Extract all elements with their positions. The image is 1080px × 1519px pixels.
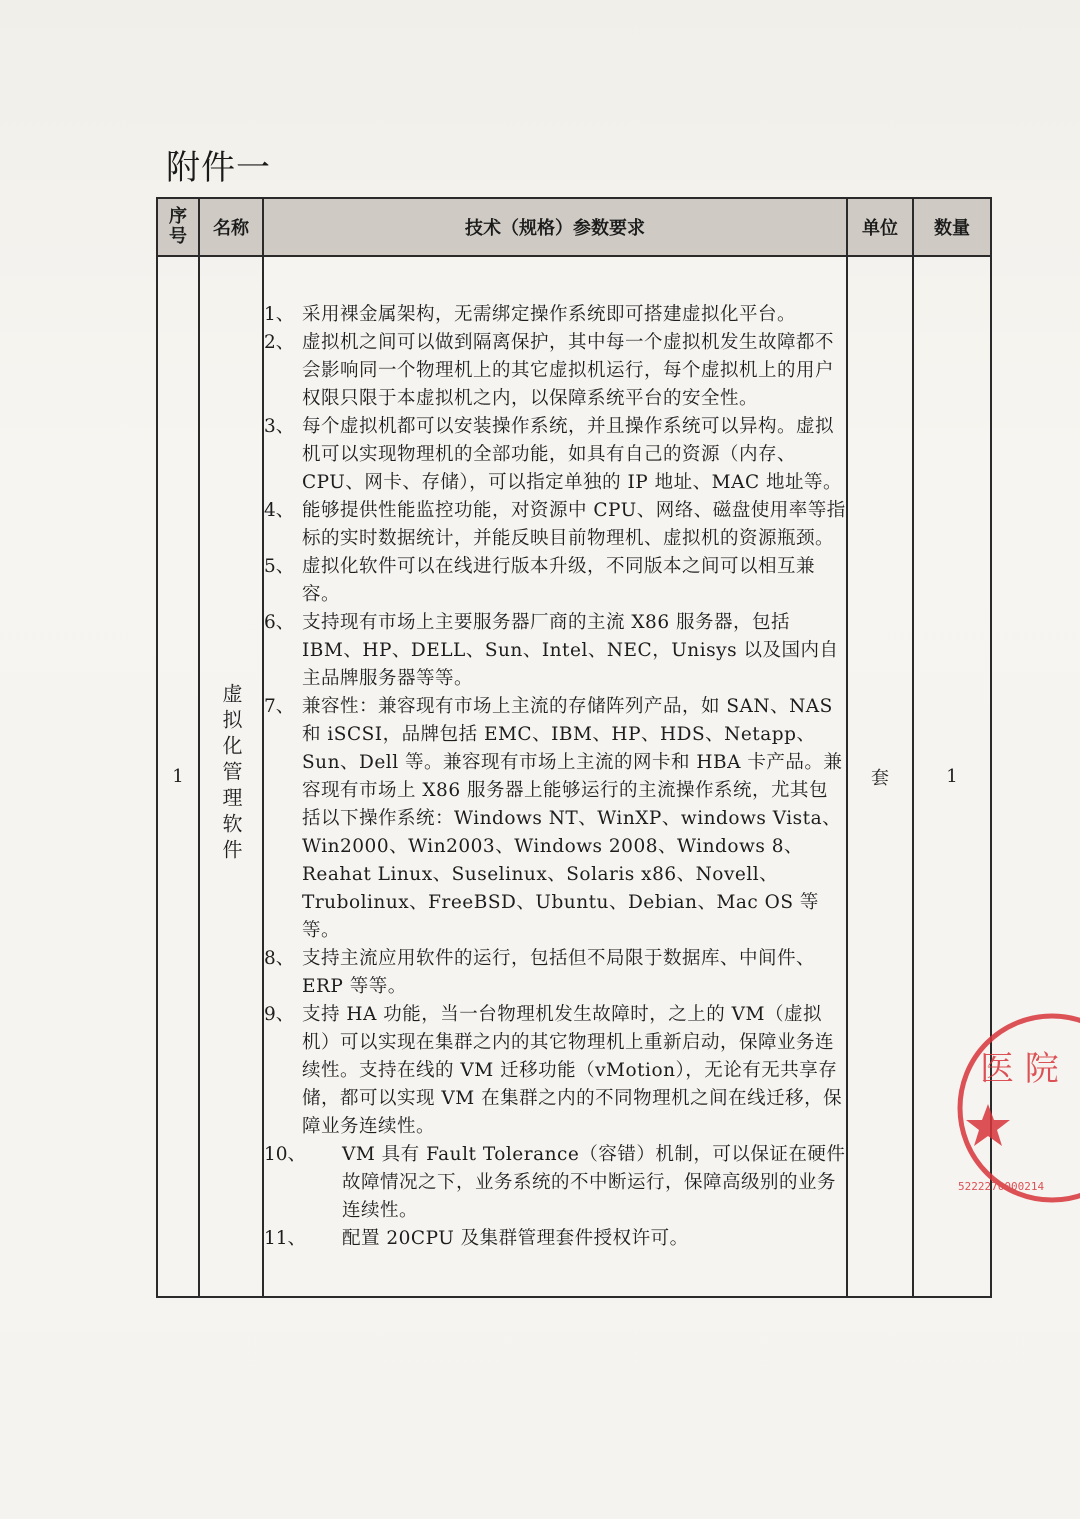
row-qty: 1 <box>913 256 991 1297</box>
spec-item-list <box>264 301 846 1253</box>
spec-item <box>264 301 846 329</box>
spec-item-text: 能够提供性能监控功能，对资源中 CPU、网络、磁盘使用率等指标的实时数据统计，并能反映目前物理机、虚拟机的资源瓶颈。 <box>302 499 846 549</box>
spec-item-text: 采用裸金属架构，无需绑定操作系统即可搭建虚拟化平台。 <box>302 303 797 325</box>
table-row <box>157 256 991 1297</box>
spec-item <box>264 609 846 693</box>
header-spec: 技术（规格）参数要求 <box>263 198 847 256</box>
row-unit: 套 <box>847 256 913 1297</box>
spec-item-number: 3、 <box>264 415 295 437</box>
header-name: 名称 <box>199 198 263 256</box>
spec-item <box>264 1001 846 1141</box>
spec-item-text: 支持 HA 功能，当一台物理机发生故障时，之上的 VM（虚拟机）可以实现在集群之内的其它物理机上重新启动，保障业务连续性。支持在线的 VM 迁移功能（vMotion），无论有无共享存储，都可以实现 VM 在集群之内的不同物理机之间在线迁移，保障业务连续性。 <box>302 1003 843 1137</box>
spec-item <box>264 413 846 497</box>
seal-text: 医 院 <box>980 1049 1059 1089</box>
spec-item-number: 2、 <box>264 331 295 353</box>
header-seq <box>157 198 199 256</box>
spec-item-number: 4、 <box>264 499 295 521</box>
attachment-heading: 附件一 <box>166 148 271 188</box>
spec-item-number: 6、 <box>264 611 295 633</box>
spec-item <box>264 329 846 413</box>
spec-item-text: 支持现有市场上主要服务器厂商的主流 X86 服务器，包括 IBM、HP、DELL、Sun、Intel、NEC，Unisys 以及国内自主品牌服务器等等。 <box>302 611 839 689</box>
spec-item-number: 10、 <box>264 1143 307 1165</box>
header-unit: 单位 <box>847 198 913 256</box>
header-seq-top: 序 <box>169 206 187 227</box>
spec-item <box>264 693 846 945</box>
seal-code: 5222270000214 <box>958 1180 1045 1193</box>
spec-item-number: 11、 <box>264 1227 307 1249</box>
spec-item-text: 配置 20CPU 及集群管理套件授权许可。 <box>342 1227 689 1249</box>
row-name-text: 虚拟化管理软件 <box>219 683 243 865</box>
spec-item-number: 5、 <box>264 555 295 577</box>
spec-item-number: 9、 <box>264 1003 295 1025</box>
spec-item <box>264 1141 846 1225</box>
spec-item-number: 1、 <box>264 303 295 325</box>
spec-item-text: 兼容性：兼容现有市场上主流的存储阵列产品，如 SAN、NAS 和 iSCSI，品牌包括 EMC、IBM、HP、HDS、Netapp、Sun、Dell 等。兼容现有市场上主流的网卡和 HBA 卡产品。兼容现有市场上 X86 服务器上能够运行的主流操作系统，尤其包括以下操作系统：Windows NT、WinXP、windows Vista、Win2000、Win2003、Windows 2008、Windows 8、Reahat Linux、Suselinux、Solaris x86、Novell、Trubolinux、FreeBSD、Ubuntu、Debian、Mac OS 等等。 <box>302 695 843 941</box>
row-spec <box>263 256 847 1297</box>
spec-item <box>264 553 846 609</box>
row-name <box>199 256 263 1297</box>
seal-ring <box>960 1016 1080 1200</box>
spec-item-text: 每个虚拟机都可以安装操作系统，并且操作系统可以异构。虚拟机可以实现物理机的全部功能，如具有自己的资源（内存、CPU、网卡、存储），可以指定单独的 IP 地址、MAC 地址等。 <box>302 415 842 493</box>
spec-item-number: 7、 <box>264 695 295 717</box>
spec-item-text: 支持主流应用软件的运行，包括但不局限于数据库、中间件、ERP 等等。 <box>302 947 816 997</box>
row-seq: 1 <box>157 256 199 1297</box>
spec-table <box>156 197 992 1298</box>
table-header-row <box>157 198 991 256</box>
spec-item <box>264 945 846 1001</box>
spec-item-number: 8、 <box>264 947 295 969</box>
header-qty: 数量 <box>913 198 991 256</box>
spec-item <box>264 497 846 553</box>
seal-star-icon <box>966 1104 1010 1146</box>
header-seq-bottom: 号 <box>169 226 187 247</box>
official-seal-stamp <box>952 1008 1080 1208</box>
spec-item-text: VM 具有 Fault Tolerance（容错）机制，可以保证在硬件故障情况之下，业务系统的不中断运行，保障高级别的业务连续性。 <box>342 1143 846 1221</box>
spec-item-text: 虚拟机之间可以做到隔离保护，其中每一个虚拟机发生故障都不会影响同一个物理机上的其它虚拟机运行，每个虚拟机上的用户权限只限于本虚拟机之内，以保障系统平台的安全性。 <box>302 331 835 409</box>
spec-item <box>264 1225 846 1253</box>
spec-item-text: 虚拟化软件可以在线进行版本升级，不同版本之间可以相互兼容。 <box>302 555 816 605</box>
